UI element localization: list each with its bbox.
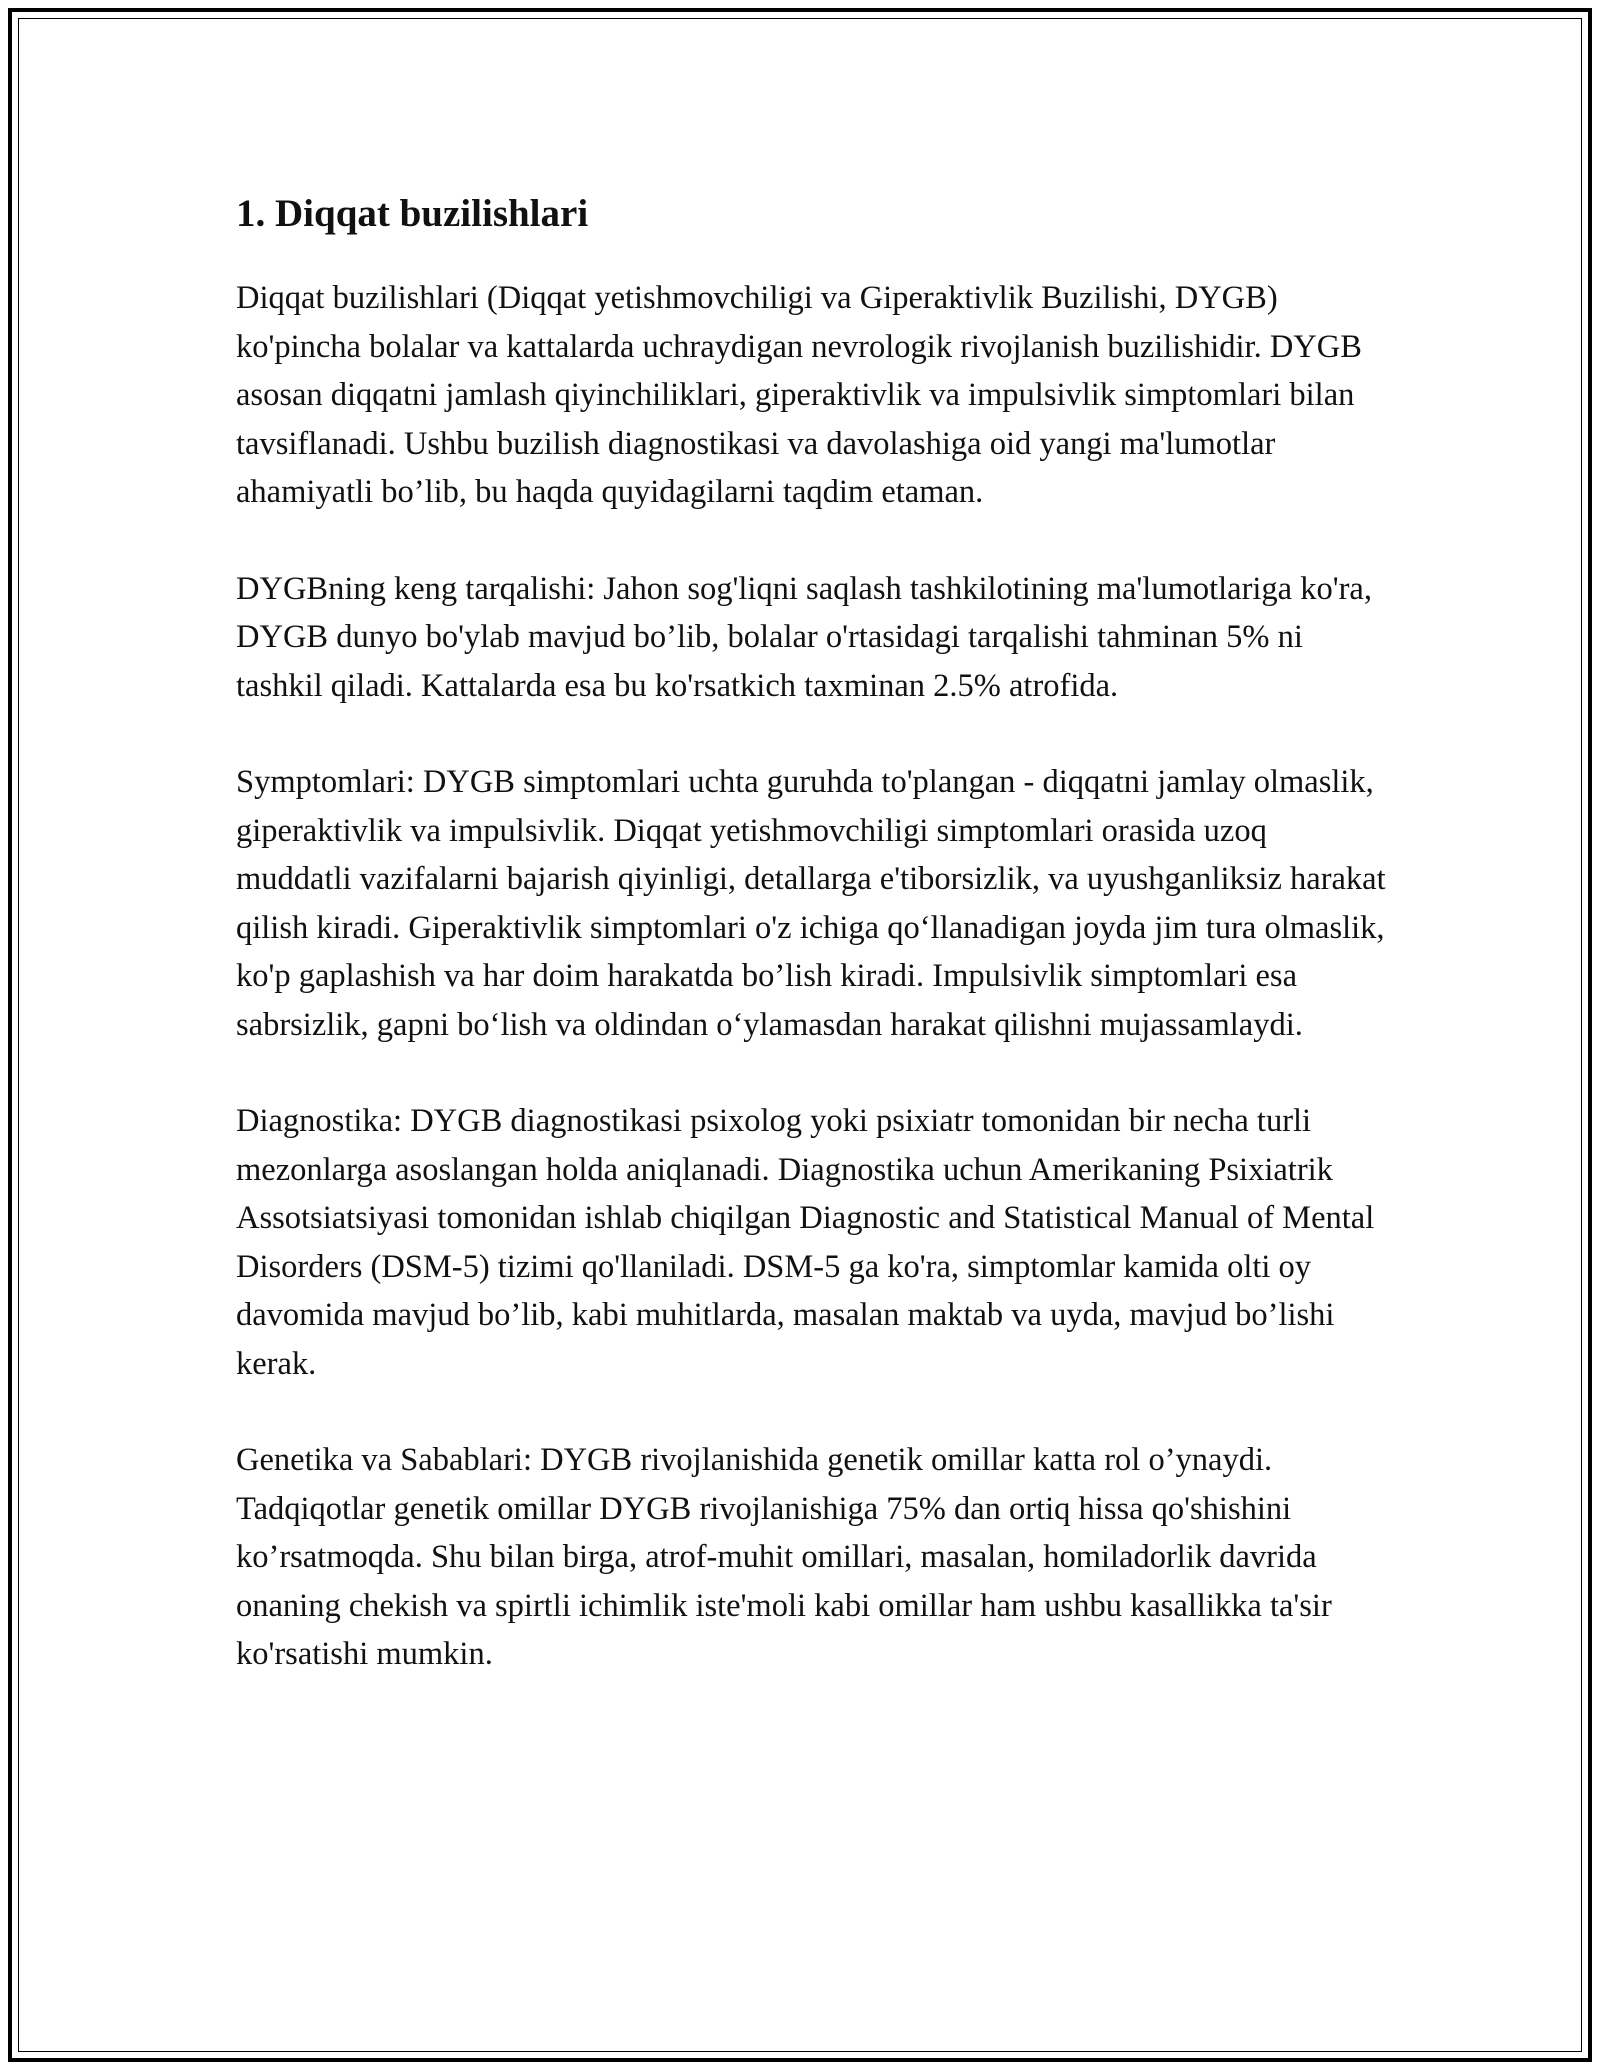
paragraph-intro: Diqqat buzilishlari (Diqqat yetishmovchiligi va Giperaktivlik Buzilishi, DYGB) ko'pincha bolalar va kattalarda uchraydigan nevrologik rivojlanish buzilishidir. DYGB asosan diqqatni jamlash qiyinchiliklari, giperaktivlik va impulsivlik simptomlari bilan tavsiflanadi. Ushbu buzilish diagnostikasi va davolashiga oid yangi ma'lumotlar ahamiyatli bo’lib, bu haqda quyidagilarni taqdim etaman. [236,280,1362,510]
paragraph-genetics: Genetika va Sabablari: DYGB rivojlanishida genetik omillar katta rol o’ynaydi. Tadqiqotlar genetik omillar DYGB rivojlanishiga 75% dan ortiq hissa qo'shishini ko’rsatmoqda. Shu bilan birga, atrof-muhit omillari, masalan, homiladorlik davrida onaning chekish va spirtli ichimlik iste'moli kabi omillar ham ushbu kasallikka ta'sir ko'rsatishi mumkin. [236,1442,1332,1672]
section-title: 1. Diqqat buzilishlari [236,192,589,235]
paragraph-prevalence: DYGBning keng tarqalishi: Jahon sog'liqni saqlash tashkilotining ma'lumotlariga ko'ra, DYGB dunyo bo'ylab mavjud bo’lib, bolalar o'rtasidagi tarqalishi tahminan 5% ni tashkil qiladi. Kattalarda esa bu ko'rsatkich taxminan 2.5% atrofida. [236,570,1372,704]
document-body [236,186,1386,1727]
paragraph-diagnostics: Diagnostika: DYGB diagnostikasi psixolog yoki psixiatr tomonidan bir necha turli mezonlarga asoslangan holda aniqlanadi. Diagnostika uchun Amerikaning Psixiatrik Assotsiatsiyasi tomonidan ishlab chiqilgan Diagnostic and Statistical Manual of Mental Disorders (DSM-5) tizimi qo'llaniladi. DSM-5 ga ko'ra, simptomlar kamida olti oy davomida mavjud bo’lib, kabi muhitlarda, masalan maktab va uyda, mavjud bo’lishi kerak. [236,1103,1375,1382]
paragraph-symptoms: Symptomlari: DYGB simptomlari uchta guruhda to'plangan - diqqatni jamlay olmaslik, giperaktivlik va impulsivlik. Diqqat yetishmovchiligi simptomlari orasida uzoq muddatli vazifalarni bajarish qiyinligi, detallarga e'tiborsizlik, va uyushganliksiz harakat qilish kiradi. Giperaktivlik simptomlari o'z ichiga qo‘llanadigan joyda jim tura olmaslik, ko'p gaplashish va har doim harakatda bo’lish kiradi. Impulsivlik simptomlari esa sabrsizlik, gapni bo‘lish va oldindan o‘ylamasdan harakat qilishni mujassamlaydi. [236,764,1386,1043]
